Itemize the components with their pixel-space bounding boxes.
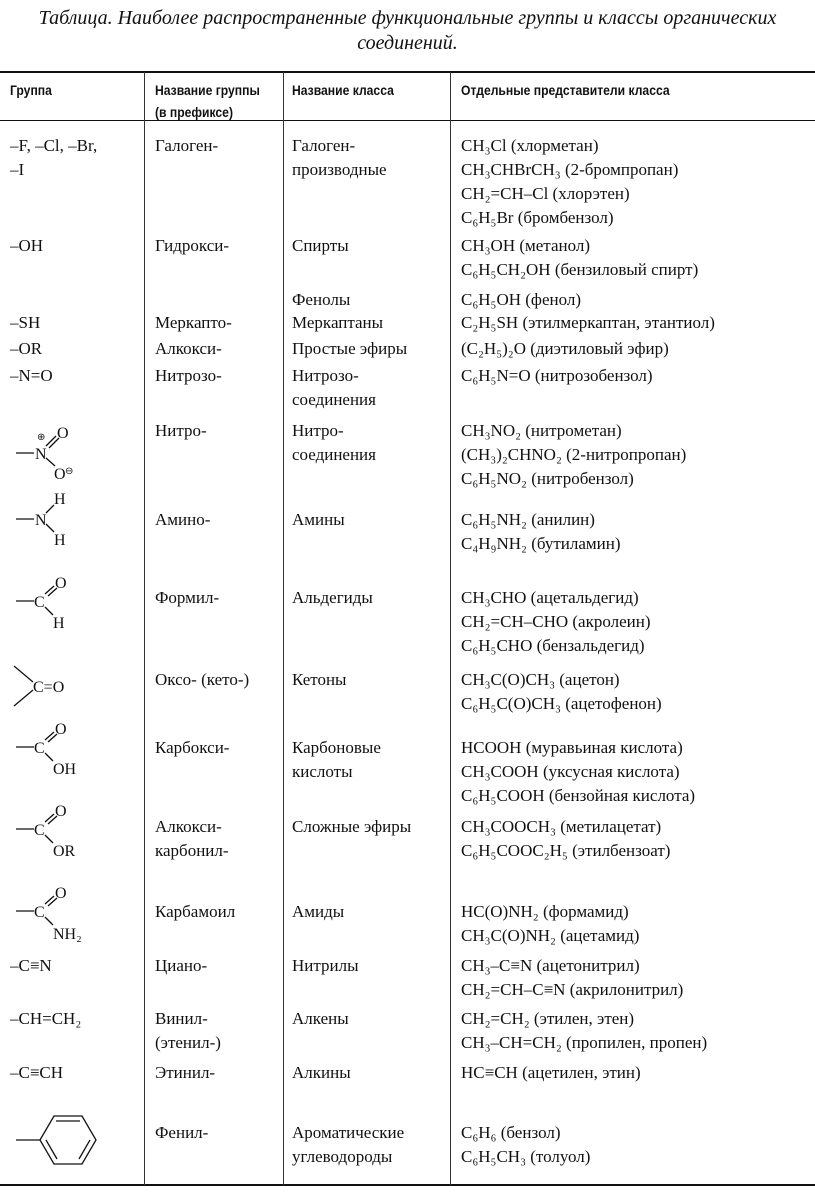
class-name: Меркаптаны [292, 313, 384, 332]
class-name: Спирты [292, 236, 349, 255]
class-name: Алкины [292, 1063, 351, 1082]
svg-text:OR: OR [53, 843, 76, 860]
representatives: CH₃NO₂ (нитрометан) (CH₃)₂CHNO₂ (2-нитропропан) C₆H₅NO₂ (нитробензол) [461, 421, 687, 488]
svg-text:OH: OH [53, 761, 77, 778]
header-rule [0, 120, 815, 121]
group-formula: –CH=CH₂ [10, 1009, 82, 1028]
table-bottom-rule [0, 1184, 815, 1186]
group-formula: –C≡N [10, 956, 52, 975]
class-name: Нитрозо- соединения [292, 366, 376, 409]
class-name: Фенолы [292, 290, 351, 309]
nitro-group-structure-icon [0, 420, 140, 490]
prefix-name: Гидрокси- [155, 236, 230, 255]
svg-text:O: O [55, 575, 67, 592]
amino-group-structure-icon [0, 490, 140, 560]
representatives: HC(O)NH₂ (формамид) CH₃C(O)NH₂ (ацетамид) [461, 902, 640, 945]
svg-text:O: O [57, 425, 69, 442]
carbonyl-group-structure-icon [0, 660, 140, 720]
class-name: Нитро- соединения [292, 421, 376, 464]
class-name: Сложные эфиры [292, 817, 412, 836]
group-formula: –F, –Cl, –Br, –I [10, 136, 98, 179]
prefix-name: Карбамоил [155, 902, 236, 921]
representatives: HC≡CH (ацетилен, этин) [461, 1063, 641, 1082]
svg-text:C=O: C=O [33, 679, 65, 696]
prefix-name: Этинил- [155, 1063, 216, 1082]
header-prefix-name: Название группы (в префиксе) [155, 83, 260, 120]
svg-text:N: N [35, 512, 47, 529]
class-name: Ароматические углеводороды [292, 1123, 405, 1166]
representatives: CH₂=CH₂ (этилен, этен) CH₃–CH=CH₂ (пропилен, пропен) [461, 1009, 708, 1052]
class-name: Амины [292, 510, 345, 529]
svg-text:C: C [34, 822, 45, 839]
svg-text:⊕: ⊕ [37, 432, 46, 443]
representatives: C₆H₅N=O (нитрозобензол) [461, 366, 653, 385]
column-divider [144, 72, 145, 1185]
class-name: Простые эфиры [292, 339, 408, 358]
prefix-name: Карбокси- [155, 738, 230, 757]
representatives: CH₃–C≡N (ацетонитрил) CH₂=CH–C≡N (акрилонитрил) [461, 956, 684, 999]
svg-text:H: H [54, 532, 66, 549]
prefix-name: Оксо- (кето-) [155, 670, 250, 689]
svg-text:C: C [34, 740, 45, 757]
prefix-name: Галоген- [155, 136, 219, 155]
formyl-group-structure-icon [0, 572, 140, 642]
column-divider [283, 72, 284, 1185]
prefix-name: Формил- [155, 588, 220, 607]
representatives: CH₃Cl (хлорметан) CH₃CHBrCH₃ (2-бромпропан) CH₂=CH–Cl (хлорэтен) C₆H₅Br (бромбензол) [461, 136, 679, 227]
representatives: C₆H₅OH (фенол) [461, 290, 582, 309]
caption-line-1: Таблица. Наиболее распространенные функциональные группы и классы органических [38, 7, 777, 29]
svg-text:O: O [55, 721, 67, 738]
prefix-name: Алкокси- карбонил- [155, 817, 229, 860]
svg-text:H: H [53, 615, 65, 632]
carboxyl-group-structure-icon [0, 718, 140, 788]
phenyl-ring-structure-icon [0, 1100, 140, 1180]
representatives: C₂H₅SH (этилмеркаптан, этантиол) [461, 313, 715, 332]
class-name: Кетоны [292, 670, 347, 689]
prefix-name: Амино- [155, 510, 211, 529]
representatives: C₆H₅NH₂ (анилин) C₄H₉NH₂ (бутиламин) [461, 510, 621, 553]
caption-line-2: соединений. [357, 32, 458, 54]
svg-text:H: H [54, 491, 66, 508]
prefix-name: Нитро- [155, 421, 207, 440]
class-name: Галоген- производные [292, 136, 387, 179]
class-name: Карбоновые кислоты [292, 738, 381, 781]
prefix-name: Винил- (этенил-) [155, 1009, 221, 1052]
group-formula: –OR [10, 339, 43, 358]
group-formula: –C≡CH [10, 1063, 64, 1082]
representatives: CH₃OH (метанол) C₆H₅CH₂OH (бензиловый спирт) [461, 236, 699, 279]
prefix-name: Алкокси- [155, 339, 222, 358]
class-name: Алкены [292, 1009, 349, 1028]
svg-text:O: O [54, 466, 66, 483]
header-representatives: Отдельные представители класса [461, 83, 670, 98]
class-name: Альдегиды [292, 588, 373, 607]
prefix-name: Меркапто- [155, 313, 232, 332]
class-name: Амиды [292, 902, 345, 921]
table-top-rule [0, 71, 815, 73]
column-divider [450, 72, 451, 1185]
class-name: Нитрилы [292, 956, 359, 975]
representatives: CH₃CHO (ацетальдегид) CH₂=CH–CHO (акролеин) C₆H₅CHO (бензальдегид) [461, 588, 651, 655]
svg-text:⊖: ⊖ [65, 466, 74, 477]
svg-text:N: N [35, 446, 47, 463]
table-caption [0, 6, 815, 56]
prefix-name: Фенил- [155, 1123, 209, 1142]
svg-text:O: O [55, 803, 67, 820]
group-formula: –SH [10, 313, 41, 332]
representatives: HCOOH (муравьиная кислота) CH₃COOH (уксусная кислота) C₆H₅COOH (бензойная кислота) [461, 738, 696, 805]
svg-text:O: O [55, 885, 67, 902]
ester-group-structure-icon [0, 800, 140, 870]
header-class-name: Название класса [292, 83, 394, 98]
svg-text:C: C [34, 594, 45, 611]
prefix-name: Нитрозо- [155, 366, 222, 385]
representatives: C₆H₆ (бензол) C₆H₅CH₃ (толуол) [461, 1123, 591, 1166]
prefix-name: Циано- [155, 956, 208, 975]
header-group: Группа [10, 83, 52, 98]
representatives: (C₂H₅)₂O (диэтиловый эфир) [461, 339, 669, 358]
representatives: CH₃C(O)CH₃ (ацетон) C₆H₅C(O)CH₃ (ацетофенон) [461, 670, 662, 713]
group-formula: –N=O [10, 366, 53, 385]
group-formula: –OH [10, 236, 44, 255]
svg-text:C: C [34, 904, 45, 921]
carbamoyl-group-structure-icon [0, 882, 140, 952]
svg-text:NH₂: NH₂ [53, 926, 82, 943]
representatives: CH₃COOCH₃ (метилацетат) C₆H₅COOC₂H₅ (этилбензоат) [461, 817, 671, 860]
